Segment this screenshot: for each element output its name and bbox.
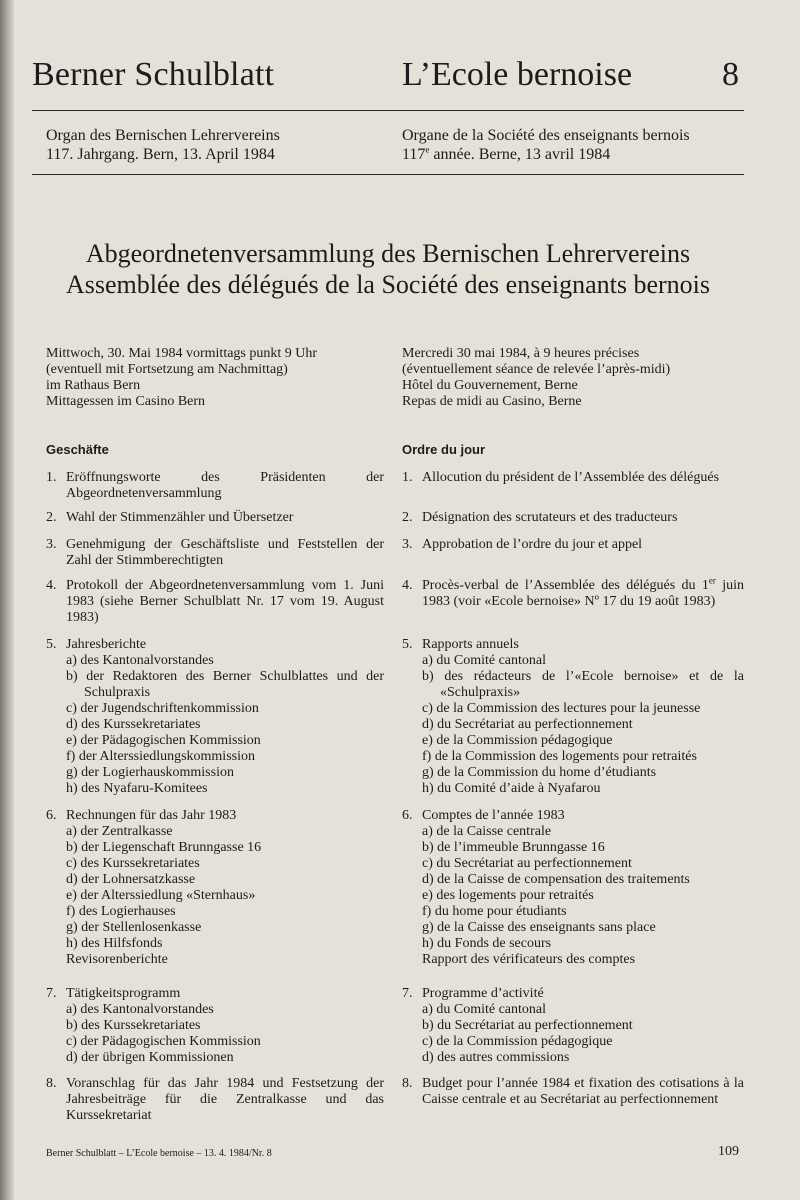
agenda-heading-fr: Ordre du jour — [402, 442, 486, 457]
meeting-line: (éventuellement séance de relevée l’après-midi) — [402, 362, 671, 377]
agenda-item-fr-4: 4. Procès-verbal de l’Assemblée des délégués du 1er juin 1983 (voir «Ecole bernoise» Nº 17 du 19 août 1983) — [402, 575, 744, 609]
meeting-line: Hôtel du Gouvernement, Berne — [402, 378, 578, 393]
meeting-line: Mittagessen im Casino Bern — [46, 394, 206, 409]
sub-list: a) des Kantonalvorstandes b) der Redaktoren des Berner Schulblattes und der Schulpraxis c) der Jugendschriftenkommission d) des Kurssekretariates e) der Pädagogischen Kommission f) der Alterssiedlungskommission g) der Logierhauskommission h) des Nyafaru-Komitees — [66, 653, 384, 796]
date-fr: 117e année. Berne, 13 avril 1984 — [402, 144, 611, 163]
sub-list: a) der Zentralkasse b) der Liegenschaft Brunngasse 16 c) des Kurssekretariates d) der Lohnersatzkasse e) der Alterssiedlung «Sternhaus» f) des Logierhauses g) der Stellenlosenkasse h) des Hilfsfonds — [66, 824, 262, 951]
agenda-item-fr-3: 3. Approbation de l’ordre du jour et appel — [402, 537, 643, 552]
agenda-item-de-4: 4. Protokoll der Abgeordnetenversammlung vom 1. Juni 1983 (siehe Berner Schulblatt Nr. 17 vom 19. August 1983) — [46, 578, 384, 625]
agenda-item-de-7: 7. Tätigkeitsprogramm a) des Kantonalvorstandes b) des Kurssekretariates c) der Pädagogischen Kommission d) der übrigen Kommissionen — [46, 986, 384, 1066]
agenda-item-de-1: 1. Eröffnungsworte des Präsidenten der Abgeordnetenversammlung — [46, 470, 384, 501]
sub-list: a) du Comité cantonal b) des rédacteurs de l’«Ecole bernoise» et de la «Schulpraxis» c) de la Commission des lectures pour la jeunesse d) du Secrétariat au perfectionnement e) de la Commission pédagogique f) de la Commission des logements pour retraités g) de la Commission du home d’étudiants h) du Comité d’aide à Nyafarou — [422, 653, 744, 796]
article-title-de: Abgeordnetenversammlung des Bernischen Lehrervereins — [85, 239, 691, 268]
meeting-line: Repas de midi au Casino, Berne — [402, 394, 582, 409]
agenda-item-fr-1: 1. Allocution du président de l’Assemblée des délégués — [402, 470, 720, 485]
article-title-fr: Assemblée des délégués de la Société des enseignants bernois — [65, 270, 711, 299]
article-title — [32, 238, 744, 300]
masthead-subtitle-fr — [402, 126, 690, 164]
agenda-item-fr-2: 2. Désignation des scrutateurs et des traducteurs — [402, 510, 678, 525]
sub-list: a) du Comité cantonal b) du Secrétariat au perfectionnement c) de la Commission pédagogique d) des autres commissions — [422, 1002, 633, 1065]
sub-list: a) de la Caisse centrale b) de l’immeuble Brunngasse 16 c) du Secrétariat au perfectionnement d) de la Caisse de compensation des traitements e) des logements pour retraités f) du home pour étudiants g) de la Caisse des enseignants sans place h) du Fonds de secours — [422, 824, 690, 951]
agenda-heading-de: Geschäfte — [46, 442, 109, 457]
meeting-line: Mercredi 30 mai 1984, à 9 heures précises — [402, 346, 640, 361]
meeting-line: (eventuell mit Fortsetzung am Nachmittag) — [46, 362, 288, 377]
meeting-info-de — [46, 346, 384, 410]
organ-de: Organ des Bernischen Lehrervereins — [46, 127, 280, 144]
masthead-title-fr: L’Ecole bernoise — [402, 56, 633, 93]
agenda-item-de-6: 6. Rechnungen für das Jahr 1983 a) der Zentralkasse b) der Liegenschaft Brunngasse 16 c) des Kurssekretariates d) der Lohnersatzkasse e) der Alterssiedlung «Sternhaus» f) des Logierhauses g) der Stellenlosenkasse h) des Hilfsfonds Revisorenberichte — [46, 808, 384, 968]
masthead-rule-top — [32, 110, 744, 111]
agenda-item-fr-8: 8. Budget pour l’année 1984 et fixation des cotisations à la Caisse centrale et au Secrétariat au perfectionnement — [402, 1076, 744, 1107]
agenda-item-de-3: 3. Genehmigung der Geschäftsliste und Feststellen der Zahl der Stimmberechtigten — [46, 537, 384, 568]
sub-list: a) des Kantonalvorstandes b) des Kurssekretariates c) der Pädagogischen Kommission d) der übrigen Kommissionen — [66, 1002, 261, 1065]
masthead-subtitle-de — [46, 126, 280, 164]
agenda-item-fr-6: 6. Comptes de l’année 1983 a) de la Caisse centrale b) de l’immeuble Brunngasse 16 c) du Secrétariat au perfectionnement d) de la Caisse de compensation des traitements e) des logements pour retraités f) du home pour étudiants g) de la Caisse des enseignants sans place h) du Fonds de secours Rapport des vérificateurs des comptes — [402, 808, 744, 968]
agenda-item-de-5: 5. Jahresberichte a) des Kantonalvorstandes b) der Redaktoren des Berner Schulblattes und der Schulpraxis c) der Jugendschriftenkommission d) des Kurssekretariates e) der Pädagogischen Kommission f) der Alterssiedlungskommission g) der Logierhauskommission h) des Nyafaru-Komitees — [46, 637, 384, 796]
agenda-item-de-8: 8. Voranschlag für das Jahr 1984 und Festsetzung der Jahresbeiträge für die Zentralkasse und das Kurssekretariat — [46, 1076, 384, 1123]
issue-number: 8 — [722, 56, 739, 93]
page-number: 109 — [718, 1144, 739, 1159]
meeting-line: im Rathaus Bern — [46, 378, 141, 393]
page-binding-shadow — [0, 0, 14, 1200]
footer-citation: Berner Schulblatt – L’Ecole bernoise – 13. 4. 1984/Nr. 8 — [46, 1148, 272, 1159]
meeting-line: Mittwoch, 30. Mai 1984 vormittags punkt 9 Uhr — [46, 346, 318, 361]
meeting-info-fr — [402, 346, 744, 410]
masthead-title-de: Berner Schulblatt — [32, 56, 275, 93]
masthead-rule-bottom — [32, 174, 744, 175]
agenda-item-de-2: 2. Wahl der Stimmenzähler und Übersetzer — [46, 510, 294, 525]
organ-fr: Organe de la Société des enseignants bernois — [402, 127, 690, 144]
agenda-item-fr-5: 5. Rapports annuels a) du Comité cantonal b) des rédacteurs de l’«Ecole bernoise» et de la «Schulpraxis» c) de la Commission des lectures pour la jeunesse d) du Secrétariat au perfectionnement e) de la Commission pédagogique f) de la Commission des logements pour retraités g) de la Commission du home d’étudiants h) du Comité d’aide à Nyafarou — [402, 637, 744, 796]
agenda-item-fr-7: 7. Programme d’activité a) du Comité cantonal b) du Secrétariat au perfectionnement c) de la Commission pédagogique d) des autres commissions — [402, 986, 744, 1066]
date-de: 117. Jahrgang. Bern, 13. April 1984 — [46, 146, 275, 163]
